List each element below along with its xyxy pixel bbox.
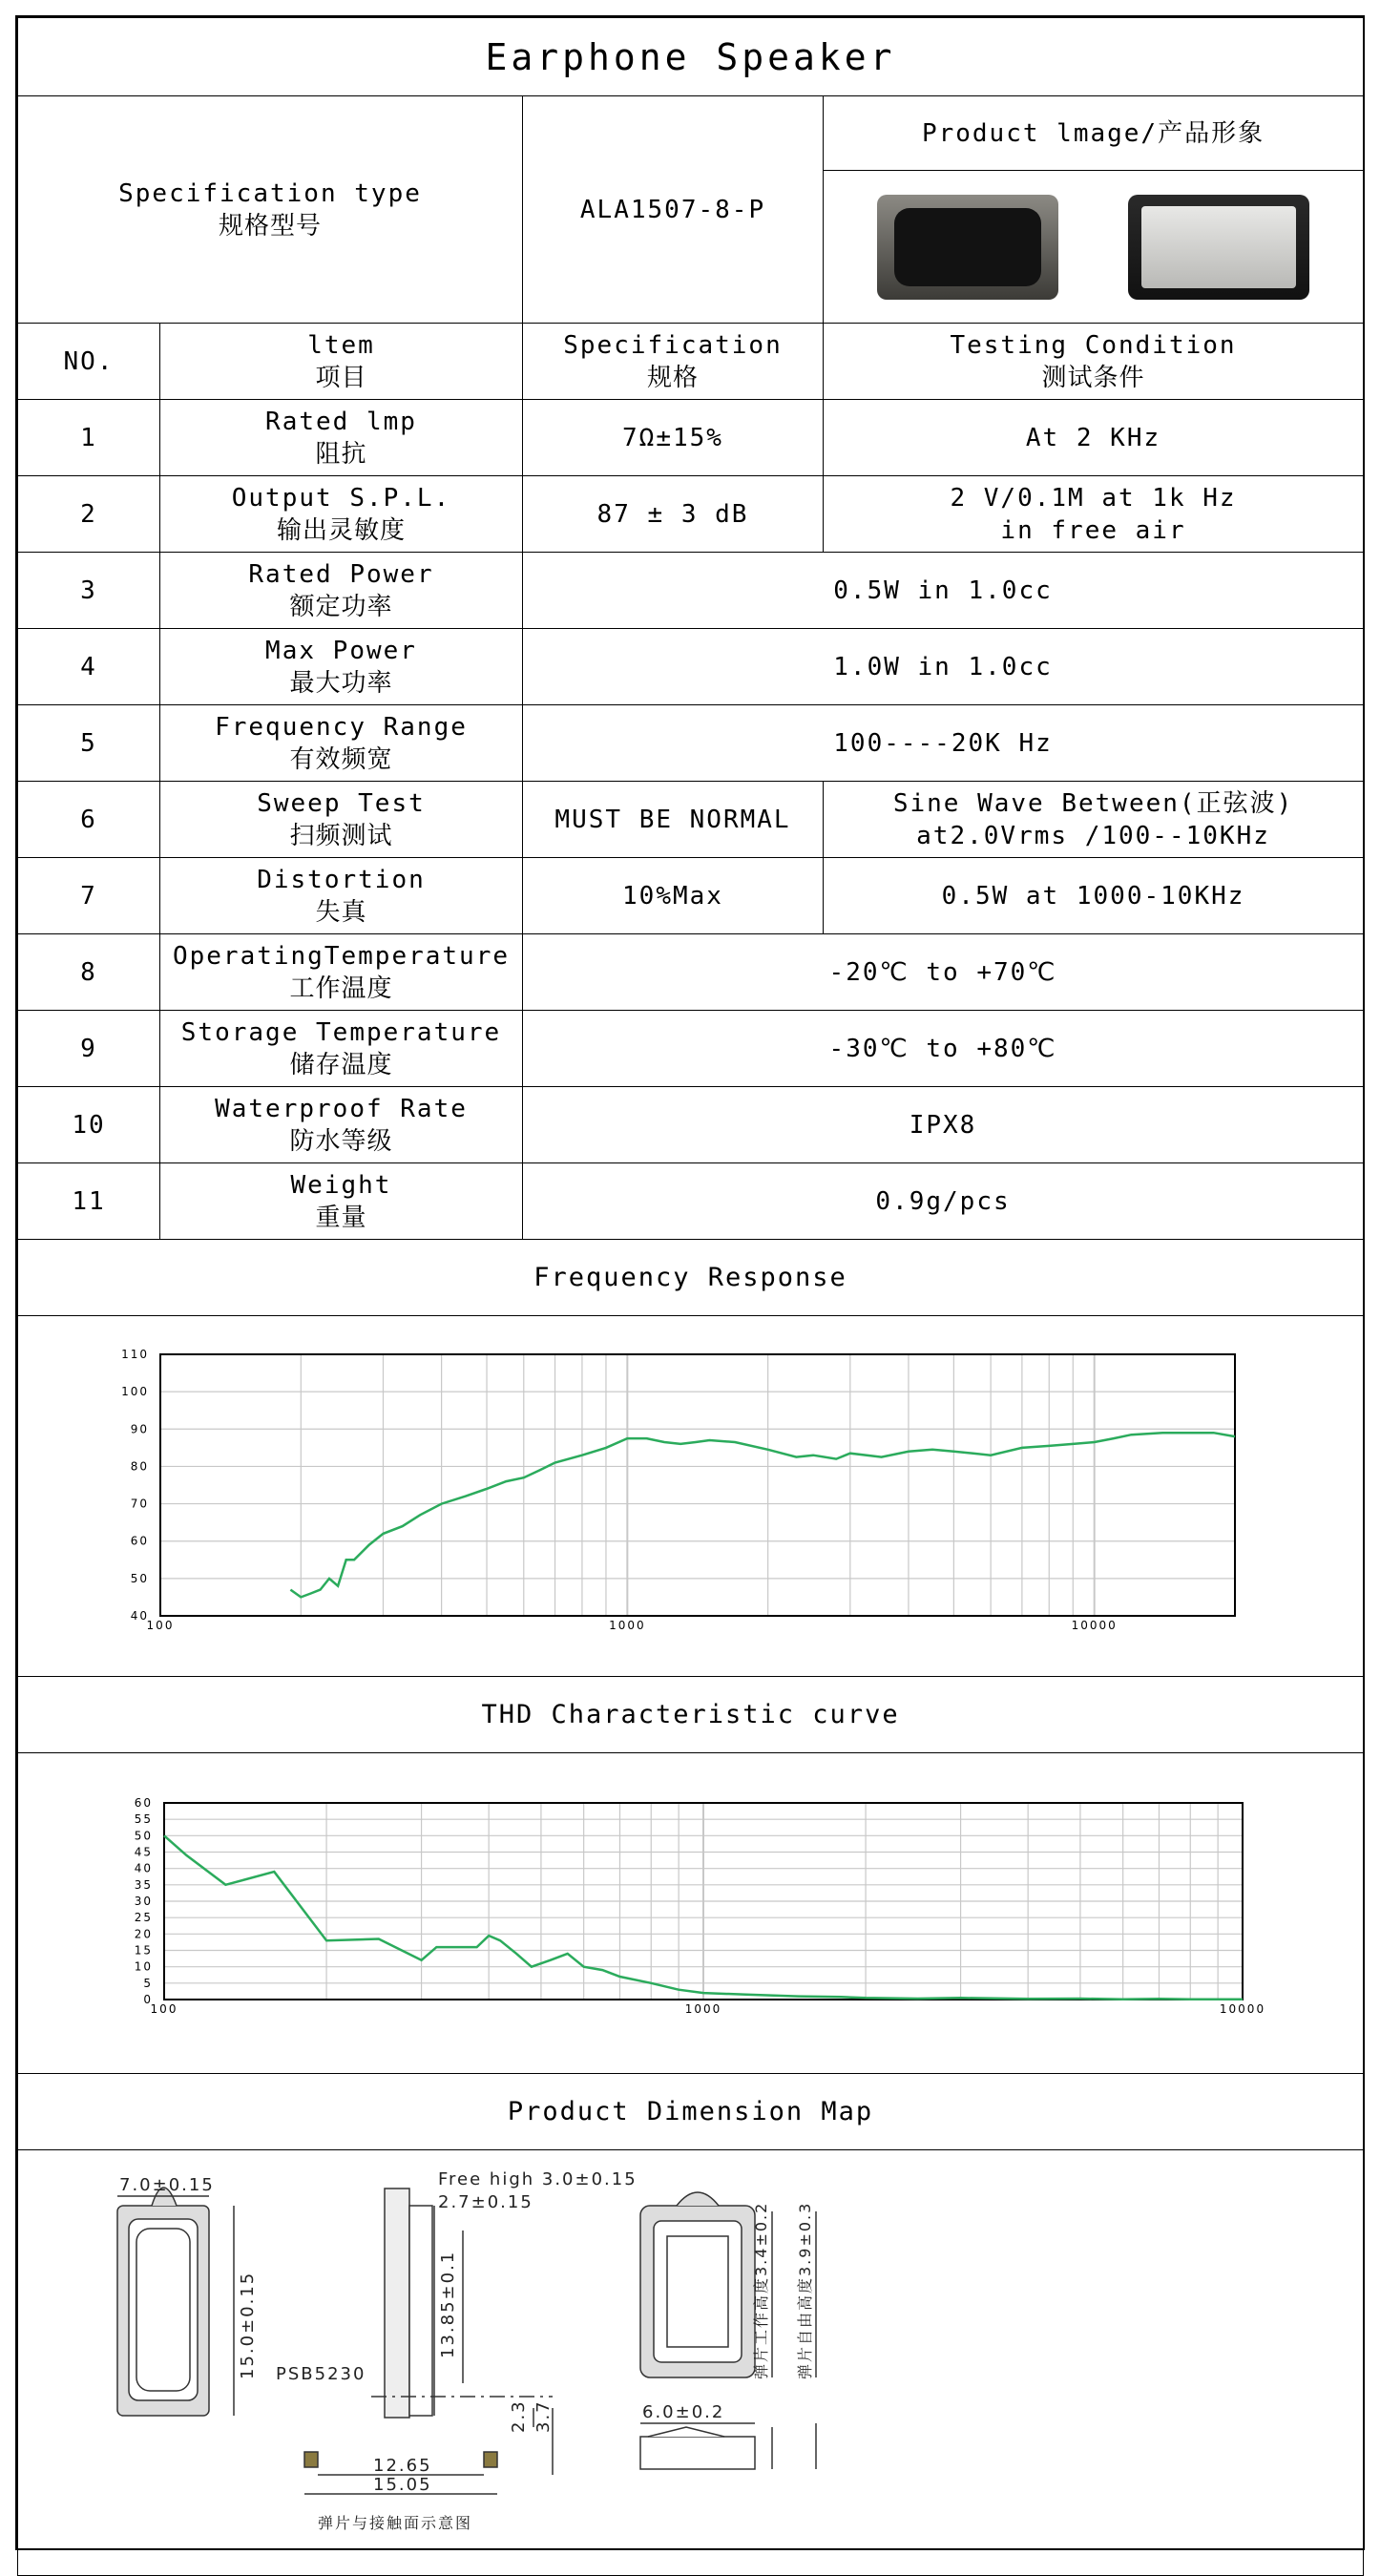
row-condition: [824, 782, 1364, 858]
spec-row: [18, 400, 1364, 476]
row-item-zh: 输出灵敏度: [276, 515, 406, 545]
row-cond-line1: At 2 KHz: [1025, 423, 1161, 452]
row-no-text: 9: [80, 1034, 97, 1063]
row-no-text: 10: [72, 1110, 106, 1140]
row-item: [160, 1163, 523, 1240]
x-tick-label: 100: [146, 1619, 174, 1632]
row-cond-line1: 0.5W at 1000-10KHz: [941, 881, 1245, 911]
row-item-zh: 储存温度: [289, 1050, 393, 1079]
row-no-text: 1: [80, 423, 97, 452]
row-item: [160, 782, 523, 858]
header-spec-en: Specification: [563, 330, 783, 360]
y-tick-label: 40: [130, 1609, 149, 1623]
spec-row: [18, 934, 1364, 1011]
y-tick-label: 60: [134, 1796, 153, 1810]
y-tick-label: 20: [134, 1927, 153, 1941]
row-item: [160, 1087, 523, 1163]
row-condition: [824, 400, 1364, 476]
row-value-text: 0.9g/pcs: [875, 1186, 1011, 1216]
header-cond: [824, 324, 1364, 400]
product-images: [824, 171, 1364, 324]
frequency-response-chart: [19, 1316, 1363, 1667]
row-condition: [824, 858, 1364, 934]
product-image-label: Product lmage/产品形象: [824, 96, 1364, 171]
row-item-zh: 额定功率: [289, 592, 393, 621]
row-no-text: 8: [80, 957, 97, 987]
row-item-en: Rated lmp: [265, 407, 417, 436]
y-tick-label: 80: [130, 1459, 149, 1474]
row-spec: [523, 782, 824, 858]
spec-row: [18, 1087, 1364, 1163]
header-no: NO.: [18, 324, 160, 400]
plot-frame: [160, 1354, 1235, 1616]
row-value-text: 100----20K Hz: [833, 728, 1053, 758]
row-no: [18, 400, 160, 476]
row-value: [523, 934, 1364, 1011]
thd-chart-cell: [18, 1753, 1364, 2074]
y-tick-label: 110: [120, 1348, 149, 1361]
row-value-text: -30℃ to +80℃: [828, 1034, 1057, 1063]
row-item-en: Sweep Test: [257, 788, 426, 818]
row-item-zh: 重量: [315, 1203, 367, 1232]
row-item: [160, 400, 523, 476]
row-spec: [523, 476, 824, 553]
row-cond-line2: in free air: [1000, 515, 1186, 545]
row-item: [160, 1011, 523, 1087]
y-tick-label: 25: [134, 1911, 153, 1925]
thd-chart: [19, 1753, 1363, 2064]
row-item-zh: 防水等级: [289, 1126, 393, 1156]
row-spec: [523, 858, 824, 934]
free-height-label: 弹片自由高度3.9±0.3: [796, 2201, 814, 2379]
row-no: [18, 858, 160, 934]
spec-type-zh: 规格型号: [218, 211, 322, 241]
free-high-label: Free high 3.0±0.15: [438, 2169, 638, 2189]
y-tick-label: 35: [134, 1877, 153, 1892]
x-tick-label: 1000: [608, 1619, 646, 1632]
row-no-text: 4: [80, 652, 97, 681]
row-spec-text: 7Ω±15%: [622, 423, 723, 452]
row-value: [523, 1011, 1364, 1087]
row-item-en: Storage Temperature: [180, 1017, 502, 1047]
row-item-zh: 工作温度: [289, 974, 393, 1003]
header-item-en: ltem: [307, 330, 375, 360]
row-no-text: 6: [80, 805, 97, 834]
pad-inner-label: 12.65: [373, 2456, 432, 2476]
row-value-text: -20℃ to +70℃: [828, 957, 1057, 987]
dimension-map: [18, 2150, 1362, 2566]
y-tick-label: 50: [134, 1829, 153, 1843]
spec-row: [18, 629, 1364, 705]
row-condition: [824, 476, 1364, 553]
row-spec: [523, 400, 824, 476]
row-item-en: Frequency Range: [215, 712, 468, 742]
row-item: [160, 553, 523, 629]
front-height-label: 15.0±0.15: [238, 2271, 258, 2379]
y-tick-label: 90: [130, 1422, 149, 1436]
spec-row: [18, 858, 1364, 934]
side-width-label: 6.0±0.2: [642, 2402, 725, 2422]
row-no: [18, 1087, 160, 1163]
spec-rows: [18, 400, 1364, 1240]
row-item-en: Output S.P.L.: [231, 483, 451, 513]
front-width-label: 7.0±0.15: [119, 2175, 215, 2195]
spec-sheet: [15, 15, 1365, 2550]
pad-caption: 弹片与接触面示意图: [318, 2514, 473, 2532]
row-item: [160, 858, 523, 934]
freq-section-title: Frequency Response: [18, 1240, 1364, 1316]
row-spec-text: 87 ± 3 dB: [596, 499, 749, 529]
thd-section-title: THD Characteristic curve: [18, 1677, 1364, 1753]
pad-b-label: 3.7: [533, 2399, 554, 2433]
x-tick-label: 10000: [1219, 2002, 1265, 2016]
freq-chart-cell: [18, 1316, 1364, 1677]
y-tick-label: 40: [134, 1861, 153, 1875]
speaker-back-image: [1128, 195, 1309, 300]
row-no-text: 3: [80, 576, 97, 605]
row-item: [160, 705, 523, 782]
row-value: [523, 1087, 1364, 1163]
row-item-en: Distortion: [257, 865, 426, 894]
spec-row: [18, 1163, 1364, 1240]
spec-type-en: Specification type: [118, 178, 422, 208]
row-no: [18, 629, 160, 705]
row-no: [18, 705, 160, 782]
y-tick-label: 55: [134, 1812, 153, 1827]
spec-type-label: [18, 96, 523, 324]
y-tick-label: 15: [134, 1943, 153, 1958]
y-tick-label: 0: [142, 1993, 153, 2006]
row-item-zh: 最大功率: [289, 668, 393, 698]
spec-row: [18, 782, 1364, 858]
row-no-text: 11: [72, 1186, 106, 1216]
x-tick-label: 100: [150, 2002, 178, 2016]
header-cond-en: Testing Condition: [950, 330, 1237, 360]
dim-map-cell: [18, 2150, 1364, 2576]
row-item-en: Max Power: [265, 636, 417, 665]
row-cond-line1: 2 V/0.1M at 1k Hz: [950, 483, 1237, 513]
pad-a-label: 2.3: [509, 2399, 529, 2433]
header-item: [160, 324, 523, 400]
y-tick-label: 5: [142, 1976, 153, 1990]
row-item-en: Rated Power: [248, 559, 434, 589]
row-item: [160, 476, 523, 553]
row-value-text: 0.5W in 1.0cc: [833, 576, 1053, 605]
chart-grid: [164, 1803, 1243, 2000]
spec-row: [18, 705, 1364, 782]
row-spec-text: MUST BE NORMAL: [554, 805, 791, 834]
row-value-text: 1.0W in 1.0cc: [833, 652, 1053, 681]
row-cond-line2: at2.0Vrms /100--10KHz: [916, 821, 1270, 850]
spec-table: [17, 17, 1364, 2576]
header-spec: [523, 324, 824, 400]
x-tick-label: 1000: [684, 2002, 721, 2016]
speaker-front-image: [877, 195, 1058, 300]
row-no: [18, 1011, 160, 1087]
page-title: Earphone Speaker: [18, 18, 1364, 96]
pad-outer-label: 15.05: [373, 2475, 432, 2495]
row-item-en: OperatingTemperature: [172, 941, 511, 971]
y-tick-label: 70: [130, 1497, 149, 1511]
depth-label: 2.7±0.15: [438, 2192, 533, 2212]
y-tick-label: 100: [120, 1385, 149, 1399]
row-item-en: Weight: [290, 1170, 392, 1200]
work-height-label: 弹片工作高度3.4±0.2: [752, 2201, 770, 2379]
row-value: [523, 705, 1364, 782]
header-item-zh: 项目: [315, 363, 367, 392]
row-no: [18, 1163, 160, 1240]
header-spec-zh: 规格: [646, 363, 699, 392]
y-tick-label: 10: [134, 1959, 153, 1974]
row-item: [160, 934, 523, 1011]
row-item-zh: 扫频测试: [289, 821, 393, 850]
row-no: [18, 934, 160, 1011]
row-no: [18, 553, 160, 629]
row-no: [18, 782, 160, 858]
spec-row: [18, 1011, 1364, 1087]
y-tick-label: 50: [130, 1571, 149, 1585]
spec-row: [18, 553, 1364, 629]
row-value: [523, 629, 1364, 705]
row-value: [523, 553, 1364, 629]
x-tick-label: 10000: [1071, 1619, 1118, 1632]
row-item-zh: 有效频宽: [289, 744, 393, 774]
y-tick-label: 45: [134, 1845, 153, 1859]
row-item: [160, 629, 523, 705]
row-no-text: 7: [80, 881, 97, 911]
row-no-text: 5: [80, 728, 97, 758]
dim-section-title: Product Dimension Map: [18, 2074, 1364, 2150]
row-cond-line1: Sine Wave Between(正弦波): [892, 788, 1294, 818]
model-number: ALA1507-8-P: [523, 96, 824, 324]
series-line: [290, 1433, 1235, 1597]
row-no: [18, 476, 160, 553]
row-item-zh: 失真: [315, 897, 367, 927]
row-item-zh: 阻抗: [315, 439, 367, 469]
row-value-text: IPX8: [909, 1110, 977, 1140]
row-value: [523, 1163, 1364, 1240]
y-tick-label: 60: [130, 1534, 149, 1548]
spec-row: [18, 476, 1364, 553]
inner-height-label: 13.85±0.1: [438, 2250, 458, 2358]
row-item-en: Waterproof Rate: [215, 1094, 468, 1123]
row-spec-text: 10%Max: [622, 881, 723, 911]
header-cond-zh: 测试条件: [1041, 363, 1145, 392]
chart-grid: [160, 1354, 1235, 1616]
row-no-text: 2: [80, 499, 97, 529]
part-label: PSB5230: [276, 2364, 366, 2384]
y-tick-label: 30: [134, 1895, 153, 1908]
